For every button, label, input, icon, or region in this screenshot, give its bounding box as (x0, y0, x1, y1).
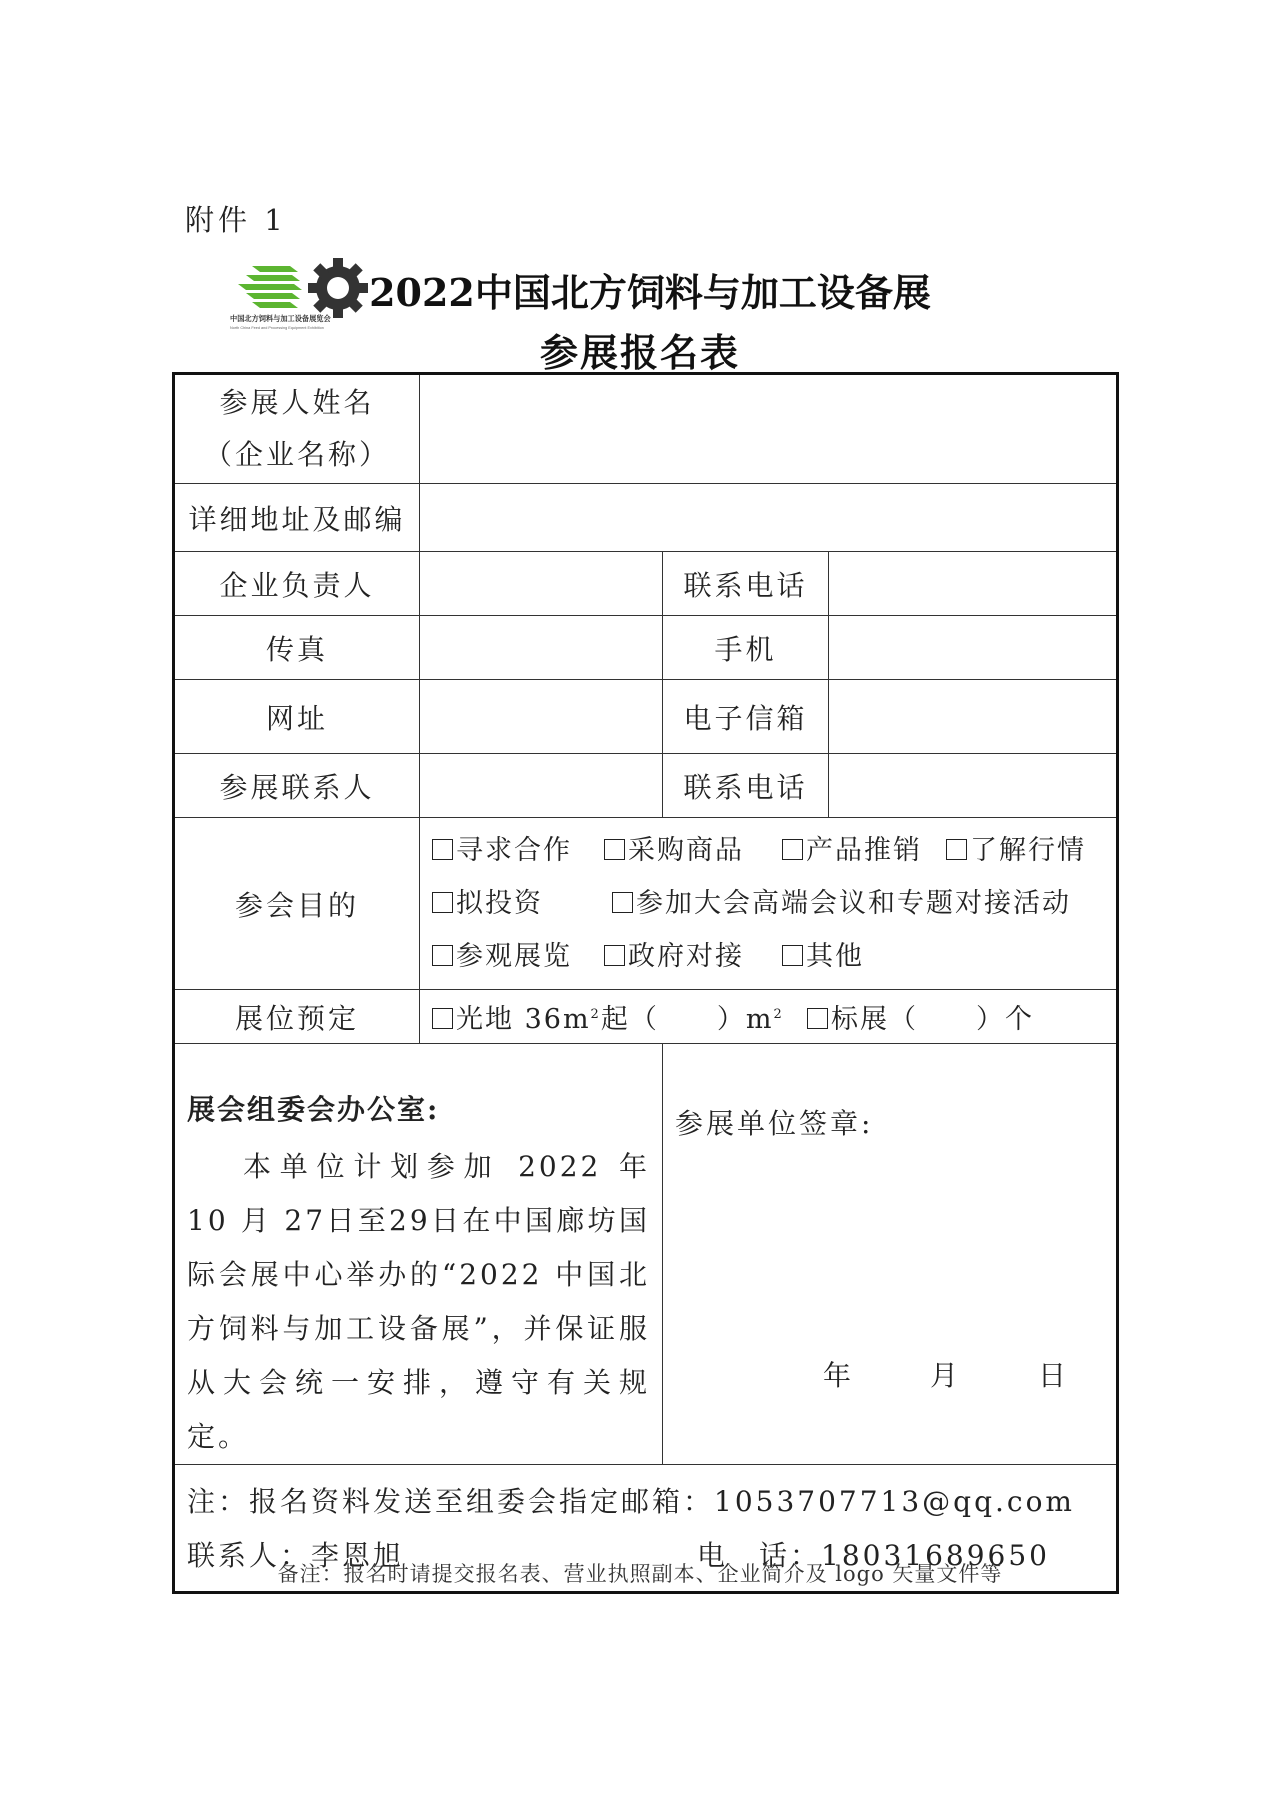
booth-option-raw-space[interactable] (432, 997, 807, 1036)
phone-field-2[interactable] (829, 754, 1118, 818)
person-in-charge-label: 企业负责人 (174, 552, 420, 616)
declaration-heading: 展会组委会办公室: (187, 1093, 440, 1126)
fax-field[interactable] (420, 616, 663, 680)
booth-options (420, 990, 1118, 1044)
checkbox[interactable] (782, 839, 803, 860)
checkbox[interactable] (432, 945, 453, 966)
checkbox[interactable] (432, 1008, 453, 1029)
website-label: 网址 (174, 680, 420, 754)
option-label: 参观展览 (456, 941, 572, 972)
booth-option-standard[interactable] (807, 997, 1034, 1036)
checkbox[interactable] (432, 892, 453, 913)
exhibitor-name-field[interactable] (420, 374, 1118, 484)
purpose-option-visit[interactable] (432, 930, 604, 983)
person-in-charge-field[interactable] (420, 552, 663, 616)
phone-field-1[interactable] (829, 552, 1118, 616)
checkbox[interactable] (604, 945, 625, 966)
phone-label-1: 联系电话 (663, 552, 829, 616)
declaration-cell (174, 1044, 663, 1465)
checkbox[interactable] (612, 892, 633, 913)
purpose-option-market[interactable] (946, 824, 1086, 877)
form-subtitle: 参展报名表 (539, 330, 740, 375)
mobile-field[interactable] (829, 616, 1118, 680)
website-field[interactable] (420, 680, 663, 754)
email-field[interactable] (829, 680, 1118, 754)
option-label: 产品推销 (806, 835, 922, 866)
contact-field[interactable] (420, 754, 663, 818)
purpose-option-other[interactable] (782, 930, 864, 983)
date-day: 日 (1038, 1359, 1067, 1392)
booth-label: 展位预定 (174, 990, 420, 1044)
superscript-2: 2 (590, 1007, 601, 1022)
note-email-line: 注：报名资料发送至组委会指定邮箱：1053707713@qq.com (187, 1485, 1075, 1518)
checkbox[interactable] (432, 839, 453, 860)
fax-label: 传真 (174, 616, 420, 680)
purpose-option-cooperation[interactable] (432, 824, 604, 877)
address-label: 详细地址及邮编 (174, 484, 420, 552)
logo-text-en: North China Feed and Processing Equipment Exhibition (230, 326, 324, 330)
checkbox[interactable] (782, 945, 803, 966)
option-label: 其他 (806, 941, 864, 972)
purpose-option-promotion[interactable] (782, 824, 946, 877)
note-contact: 联系人：李恩旭 (187, 1539, 405, 1572)
purpose-option-purchase[interactable] (604, 824, 782, 877)
form-title: 2022中国北方饲料与加工设备展 (369, 270, 931, 315)
purpose-options (420, 818, 1118, 990)
exhibitor-name-label (174, 374, 420, 484)
raw-space-text: 光地 36m (456, 1004, 591, 1035)
checkbox[interactable] (807, 1008, 828, 1029)
attachment-label: 附件 1 (185, 203, 287, 237)
address-field[interactable] (420, 484, 1118, 552)
standard-booth-text: 标展（ ）个 (831, 1004, 1034, 1035)
logo-text-cn: 中国北方饲料与加工设备展览会 (230, 314, 331, 323)
declaration-body: 本单位计划参加 2022 年 10 月 27日至29日在中国廊坊国际会展中心举办的“2022 中国北方饲料与加工设备展”，并保证服从大会统一安排，遵守有关规定。 (187, 1150, 650, 1453)
checkbox[interactable] (604, 839, 625, 860)
note-phone: 电 话：18031689650 (697, 1539, 1050, 1572)
remark: 备注：报名时请提交报名表、营业执照副本、企业简介及 logo 矢量文件等 (277, 1562, 1003, 1586)
registration-table (172, 372, 1119, 1594)
purpose-option-government[interactable] (604, 930, 782, 983)
option-label: 采购商品 (628, 835, 744, 866)
contact-label: 参展联系人 (174, 754, 420, 818)
mobile-label: 手机 (663, 616, 829, 680)
option-label: 了解行情 (970, 835, 1086, 866)
option-label: 拟投资 (456, 888, 543, 919)
option-label: 政府对接 (628, 941, 744, 972)
exhibitor-name-line2: （企业名称） (203, 438, 390, 471)
purpose-option-investment[interactable] (432, 877, 612, 930)
purpose-option-conference[interactable] (612, 877, 1071, 930)
phone-label-2: 联系电话 (663, 754, 829, 818)
email-label: 电子信箱 (663, 680, 829, 754)
signature-cell[interactable] (663, 1044, 1118, 1465)
option-label: 寻求合作 (456, 835, 572, 866)
superscript-2: 2 (773, 1007, 784, 1022)
option-label: 参加大会高端会议和专题对接活动 (636, 888, 1071, 919)
date-year: 年 (823, 1359, 852, 1392)
raw-space-area-text: 起（ ）m (600, 1004, 774, 1035)
exhibitor-name-line1: 参展人姓名 (219, 386, 375, 419)
date-month: 月 (930, 1359, 959, 1392)
checkbox[interactable] (946, 839, 967, 860)
signature-label: 参展单位签章: (675, 1107, 874, 1140)
purpose-label: 参会目的 (174, 818, 420, 990)
